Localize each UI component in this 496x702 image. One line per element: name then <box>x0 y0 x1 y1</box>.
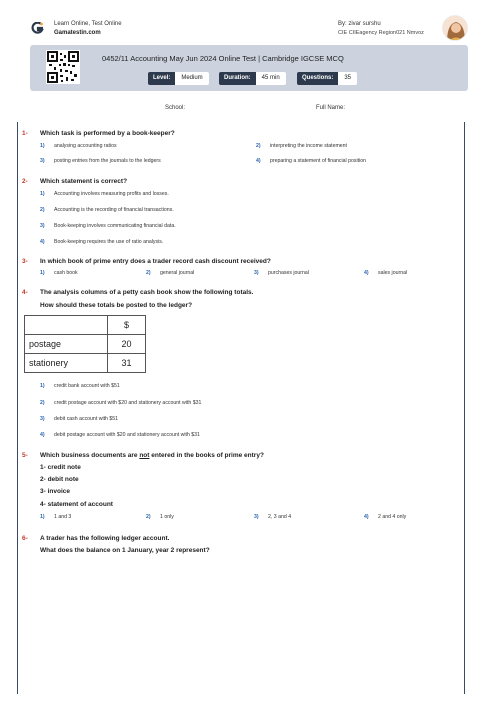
statement-item-1: 1- credit note <box>40 464 81 471</box>
option-3[interactable] <box>254 514 291 520</box>
option-4[interactable] <box>364 270 407 276</box>
option-label: 4) <box>40 432 45 438</box>
option-text: 1 only <box>160 514 174 520</box>
option-1[interactable] <box>40 270 78 276</box>
table-row <box>25 354 146 373</box>
option-1[interactable] <box>40 143 117 149</box>
page-header <box>30 18 470 44</box>
school-field-label: School: <box>165 105 186 111</box>
option-label: 3) <box>40 158 45 164</box>
statement-item-3: 3- invoice <box>40 488 70 495</box>
option-3[interactable] <box>40 416 118 422</box>
question-text: Which statement is correct? <box>40 178 128 185</box>
option-text: Accounting is the recording of financial transactions. <box>54 207 174 213</box>
option-text: analysing accounting ratios <box>54 143 117 149</box>
option-2[interactable] <box>256 143 347 149</box>
option-3[interactable] <box>40 223 176 229</box>
statement-item-2: 2- debit note <box>40 476 79 483</box>
option-text: Accounting involves measuring profits and losses. <box>54 191 169 197</box>
option-3[interactable] <box>254 270 309 276</box>
table-cell: 31 <box>108 354 146 373</box>
site-logo-icon[interactable] <box>30 22 44 34</box>
question-text <box>40 452 264 459</box>
option-label: 1) <box>40 143 45 149</box>
table-cell: 20 <box>108 335 146 354</box>
test-info-banner <box>30 45 468 91</box>
option-1[interactable] <box>40 383 120 389</box>
qr-code-icon <box>46 50 80 84</box>
duration-pill <box>219 72 286 85</box>
questions-pill <box>297 72 357 85</box>
option-text: 1 and 3 <box>54 514 72 520</box>
author-name: By: zivar surshu <box>338 21 381 27</box>
option-1[interactable] <box>40 191 169 197</box>
option-text: 2, 3 and 4 <box>268 514 292 520</box>
question-number: 3- <box>22 258 28 265</box>
option-text: preparing a statement of financial position <box>270 158 367 164</box>
table-cell <box>25 316 108 335</box>
question-number: 5- <box>22 452 28 459</box>
option-label: 1) <box>40 514 45 520</box>
duration-label: Duration: <box>219 72 256 85</box>
option-1[interactable] <box>40 514 71 520</box>
option-text: interpreting the income statement <box>270 143 347 149</box>
option-4[interactable] <box>256 158 366 164</box>
option-label: 1) <box>40 191 45 197</box>
option-label: 2) <box>256 143 261 149</box>
option-text: cash book <box>54 270 78 276</box>
option-label: 4) <box>256 158 261 164</box>
option-text: purchases journal <box>268 270 309 276</box>
table-header-row <box>25 316 146 335</box>
question-text-2: How should these totals be posted to the ledger? <box>40 302 193 309</box>
author-affiliation: CIE CIIEagency Region021 Nmvoz <box>338 30 424 36</box>
duration-value: 45 min <box>256 72 286 85</box>
table-cell: $ <box>108 316 146 335</box>
table-row <box>25 335 146 354</box>
questions-value: 35 <box>338 72 357 85</box>
question-number: 2- <box>22 178 28 185</box>
option-label: 4) <box>364 514 369 520</box>
option-text: Book-keeping involves communicating financial data. <box>54 223 176 229</box>
option-4[interactable] <box>40 432 200 438</box>
question-text-end: entered in the books of prime entry? <box>149 452 264 459</box>
petty-cash-table <box>24 315 146 373</box>
option-text: 2 and 4 only <box>378 514 407 520</box>
questions-frame <box>17 122 465 694</box>
question-text-2: What does the balance on 1 January, year 2 represent? <box>40 547 210 554</box>
option-2[interactable] <box>146 514 174 520</box>
option-text: debit postage account with $20 and stationery account with $31 <box>54 432 200 438</box>
level-pill <box>148 72 209 85</box>
question-number: 1- <box>22 130 28 137</box>
questions-label: Questions: <box>297 72 338 85</box>
option-text: debit cash account with $51 <box>54 416 119 422</box>
table-cell: stationery <box>25 354 108 373</box>
option-label: 2) <box>146 270 151 276</box>
site-tagline: Learn Online, Test Online <box>54 21 122 27</box>
option-label: 3) <box>254 514 259 520</box>
option-2[interactable] <box>40 207 174 213</box>
question-text-start: Which business documents are <box>40 452 140 459</box>
option-label: 3) <box>40 223 45 229</box>
option-text: Book-keeping requires the use of ratio analysis. <box>54 239 164 245</box>
option-label: 2) <box>40 400 45 406</box>
option-text: sales journal <box>378 270 408 276</box>
question-text: A trader has the following ledger account. <box>40 535 170 542</box>
statement-item-4: 4- statement of account <box>40 501 113 508</box>
option-label: 4) <box>40 239 45 245</box>
option-4[interactable] <box>40 239 163 245</box>
option-label: 3) <box>40 416 45 422</box>
option-4[interactable] <box>364 514 406 520</box>
question-text-emphasis: not <box>139 452 150 459</box>
question-text: The analysis columns of a petty cash book show the following totals. <box>40 289 254 296</box>
option-label: 1) <box>40 270 45 276</box>
author-avatar <box>442 15 468 41</box>
level-label: Level: <box>148 72 175 85</box>
question-number: 6- <box>22 535 28 542</box>
option-text: credit bank account with $51 <box>54 383 120 389</box>
option-text: general journal <box>160 270 195 276</box>
question-number: 4- <box>22 289 28 296</box>
table-cell: postage <box>25 335 108 354</box>
question-text: Which task is performed by a book-keeper? <box>40 130 175 137</box>
option-label: 4) <box>364 270 369 276</box>
option-3[interactable] <box>40 158 161 164</box>
option-label: 2) <box>146 514 151 520</box>
test-title: 0452/11 Accounting May Jun 2024 Online Test | Cambridge IGCSE MCQ <box>102 54 344 63</box>
question-text: In which book of prime entry does a trader record cash discount received? <box>40 258 271 265</box>
fullname-field-label: Full Name: <box>316 105 346 111</box>
option-2[interactable] <box>146 270 194 276</box>
site-name-link[interactable]: Gamatestin.com <box>54 30 101 36</box>
option-text: posting entries from the journals to the ledgers <box>54 158 161 164</box>
option-label: 2) <box>40 207 45 213</box>
option-label: 1) <box>40 383 45 389</box>
option-label: 3) <box>254 270 259 276</box>
level-value: Medium <box>175 72 208 85</box>
option-text: credit postage account with $20 and stationery account with $31 <box>54 400 202 406</box>
option-2[interactable] <box>40 400 201 406</box>
